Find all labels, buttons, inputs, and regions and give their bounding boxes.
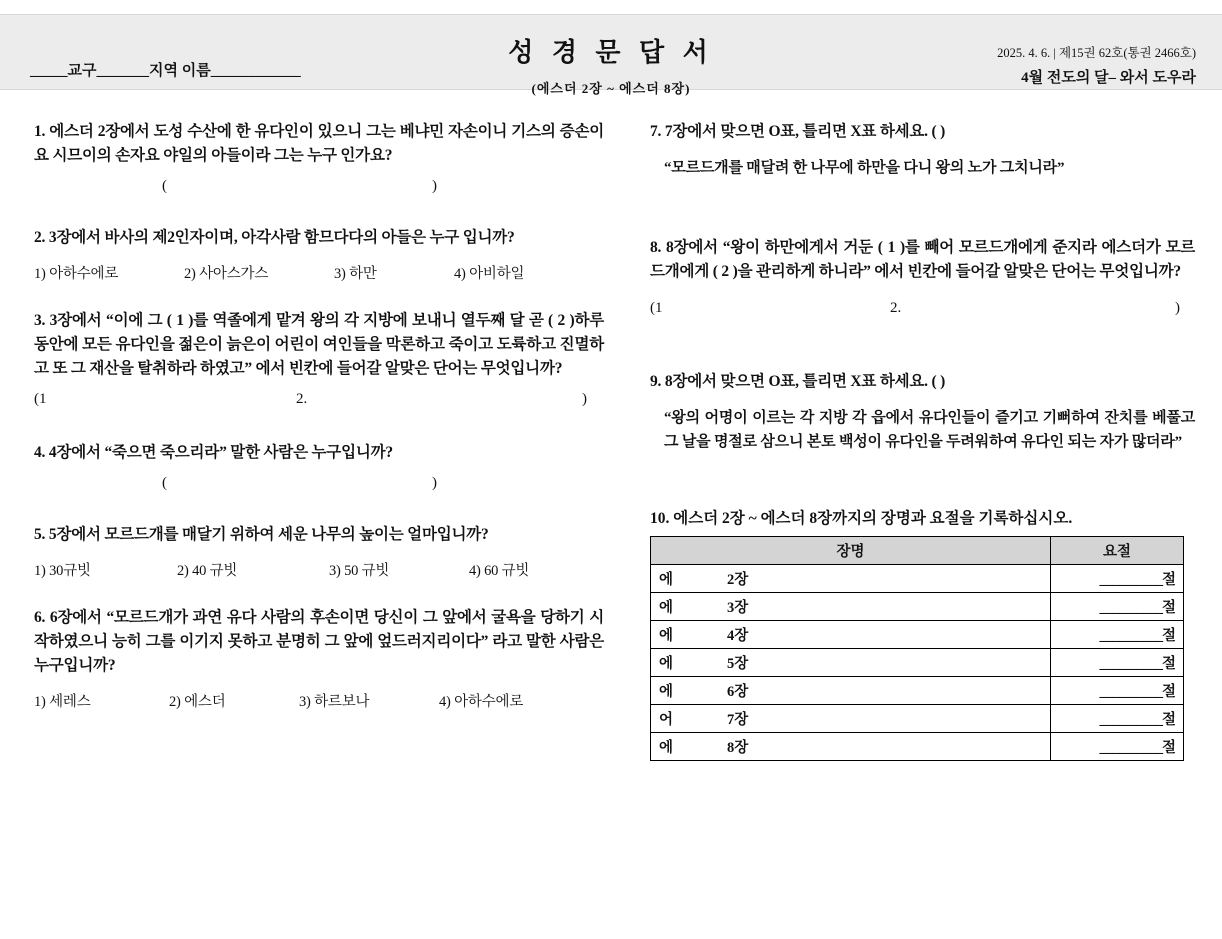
cell-chapter[interactable] — [651, 593, 1051, 621]
page-subtitle: (에스더 2장 ~ 에스더 8장) — [531, 81, 691, 96]
question-9-text[interactable]: 9. 8장에서 맞으면 O표, 틀리면 X표 하세요. ( ) — [650, 373, 946, 391]
cell-verse-blank[interactable]: __________절 — [1051, 677, 1184, 705]
question-5-choices — [34, 559, 604, 580]
question-6 — [34, 606, 604, 711]
question-8-answer — [650, 300, 1195, 322]
choice-option[interactable]: 1) 아하수에로 — [34, 266, 119, 283]
book-abbrev: 에 — [659, 656, 674, 673]
chapter-number: 5장 — [727, 656, 749, 673]
table-row — [651, 649, 1184, 677]
cell-chapter[interactable] — [651, 649, 1051, 677]
answer-blank-1[interactable]: (1 — [650, 300, 663, 317]
answer-paren-open[interactable]: ( — [162, 475, 167, 492]
question-8 — [650, 236, 1195, 322]
answer-blank-2[interactable]: 2. — [890, 300, 902, 317]
cell-verse-blank[interactable]: __________절 — [1051, 705, 1184, 733]
choice-option[interactable]: 2) 40 규빗 — [177, 563, 238, 580]
choice-option[interactable]: 3) 하르보나 — [299, 694, 370, 711]
table-header-row — [651, 537, 1184, 565]
monthly-theme: 4월 전도의 달– 와서 도우라 — [1021, 69, 1196, 86]
question-5-text: 5. 5장에서 모르드개를 매달기 위하여 세운 나무의 높이는 얼마입니까? — [34, 526, 489, 544]
book-abbrev: 에 — [659, 628, 674, 645]
question-10 — [650, 506, 1195, 761]
right-column — [650, 120, 1195, 787]
column-header-key-verse: 요절 — [1051, 537, 1184, 565]
chapter-number: 4장 — [727, 628, 749, 645]
chapter-number: 8장 — [727, 740, 749, 757]
choice-option[interactable]: 3) 하만 — [334, 266, 377, 283]
book-abbrev: 에 — [659, 740, 674, 757]
question-9 — [650, 370, 1195, 454]
answer-blank-2[interactable]: 2. — [296, 391, 308, 408]
answer-blank-close: ) — [582, 391, 587, 408]
question-4 — [34, 441, 604, 497]
table-row — [651, 705, 1184, 733]
choice-option[interactable]: 4) 60 규빗 — [469, 563, 530, 580]
choice-option[interactable]: 2) 에스더 — [169, 694, 226, 711]
cell-chapter[interactable] — [651, 733, 1051, 761]
cell-chapter[interactable] — [651, 621, 1051, 649]
table-row — [651, 621, 1184, 649]
question-7-text[interactable]: 7. 7장에서 맞으면 O표, 틀리면 X표 하세요. ( ) — [650, 123, 946, 140]
question-6-choices — [34, 690, 604, 711]
record-table — [650, 536, 1184, 761]
chapter-number: 6장 — [727, 684, 749, 701]
record-table-title: 10. 에스더 2장 ~ 에스더 8장까지의 장명과 요절을 기록하십시오. — [650, 510, 1073, 528]
answer-blank-1[interactable]: (1 — [34, 391, 47, 408]
chapter-number: 2장 — [727, 572, 749, 589]
question-2-text: 2. 3장에서 바사의 제2인자이며, 아각사람 함므다다의 아들은 누구 입니까? — [34, 229, 515, 247]
choice-option[interactable]: 3) 50 규빗 — [329, 563, 390, 580]
book-abbrev: 에 — [659, 600, 674, 617]
header-form-fields: _____교구_______지역 이름____________ — [30, 63, 301, 79]
question-7 — [650, 120, 1195, 180]
question-3-text: 3. 3장에서 “이에 그 ( 1 )를 역졸에게 맡겨 왕의 각 지방에 보내니 열두째 달 곧 ( 2 )하루 동안에 모든 유다인을 젊은이 늙은이 어린이 여인들을 막론하고 죽이고 도륙하고 진멸하고 또 그 재산을 탈취하라 하였고” 에서 빈칸에 들어갈 알맞은 단어는 무엇입니까? — [34, 312, 604, 378]
question-1 — [34, 120, 604, 200]
cell-verse-blank[interactable]: __________절 — [1051, 621, 1184, 649]
question-2 — [34, 226, 604, 283]
question-2-choices — [34, 262, 604, 283]
question-4-text: 4. 4장에서 “죽으면 죽으리라” 말한 사람은 누구입니까? — [34, 444, 393, 462]
cell-verse-blank[interactable]: __________절 — [1051, 593, 1184, 621]
cell-chapter[interactable] — [651, 677, 1051, 705]
question-4-answer — [34, 475, 604, 497]
book-abbrev: 에 — [659, 572, 674, 589]
answer-paren-close[interactable]: ) — [432, 178, 437, 195]
question-5 — [34, 523, 604, 580]
question-3 — [34, 309, 604, 413]
table-row — [651, 593, 1184, 621]
book-abbrev: 에 — [659, 684, 674, 701]
question-7-quote: “모르드개를 매달려 한 나무에 하만을 다니 왕의 노가 그치니라” — [664, 160, 1065, 177]
question-8-text: 8. 8장에서 “왕이 하만에게서 거둔 ( 1 )를 빼어 모르드개에게 준지라 에스더가 모르드개에게 ( 2 )을 관리하게 하니라” 에서 빈칸에 들어갈 알맞은 단어는 무엇입니까? — [650, 239, 1195, 281]
question-3-answer — [34, 391, 604, 413]
cell-verse-blank[interactable]: __________절 — [1051, 565, 1184, 593]
left-column — [34, 120, 604, 737]
column-header-chapter-name: 장명 — [651, 537, 1051, 565]
table-row — [651, 565, 1184, 593]
choice-option[interactable]: 2) 사아스가스 — [184, 266, 269, 283]
issue-info: 2025. 4. 6. | 제15권 62호(통권 2466호) — [997, 46, 1196, 60]
question-9-quote: “왕의 어명이 이르는 각 지방 각 읍에서 유다인들이 즐기고 기뻐하여 잔치를 베풀고 그 날을 명절로 삼으니 본토 백성이 유다인을 두려워하여 유다인 되는 자가 많더라” — [664, 410, 1195, 451]
answer-blank-close: ) — [1175, 300, 1180, 317]
book-abbrev: 어 — [659, 712, 674, 729]
question-1-answer — [34, 178, 604, 200]
choice-option[interactable]: 1) 30규빗 — [34, 563, 91, 580]
chapter-number: 3장 — [727, 600, 749, 617]
choice-option[interactable]: 1) 세레스 — [34, 694, 91, 711]
answer-paren-open[interactable]: ( — [162, 178, 167, 195]
cell-verse-blank[interactable]: __________절 — [1051, 733, 1184, 761]
page-title: 성 경 문 답 서 — [508, 38, 714, 67]
question-1-text: 1. 에스더 2장에서 도성 수산에 한 유다인이 있으니 그는 베냐민 자손이니 기스의 증손이요 시므이의 손자요 야일의 아들이라 그는 누구 인가요? — [34, 123, 604, 165]
answer-paren-close[interactable]: ) — [432, 475, 437, 492]
table-row — [651, 733, 1184, 761]
choice-option[interactable]: 4) 아하수에로 — [439, 694, 524, 711]
question-6-text: 6. 6장에서 “모르드개가 과연 유다 사람의 후손이면 당신이 그 앞에서 굴욕을 당하기 시작하였으니 능히 그를 이기지 못하고 분명히 그 앞에 엎드러지리이다” 라고 말한 사람은 누구입니까? — [34, 609, 604, 675]
table-row — [651, 677, 1184, 705]
choice-option[interactable]: 4) 아비하일 — [454, 266, 525, 283]
chapter-number: 7장 — [727, 712, 749, 729]
cell-chapter[interactable] — [651, 565, 1051, 593]
cell-chapter[interactable] — [651, 705, 1051, 733]
cell-verse-blank[interactable]: __________절 — [1051, 649, 1184, 677]
